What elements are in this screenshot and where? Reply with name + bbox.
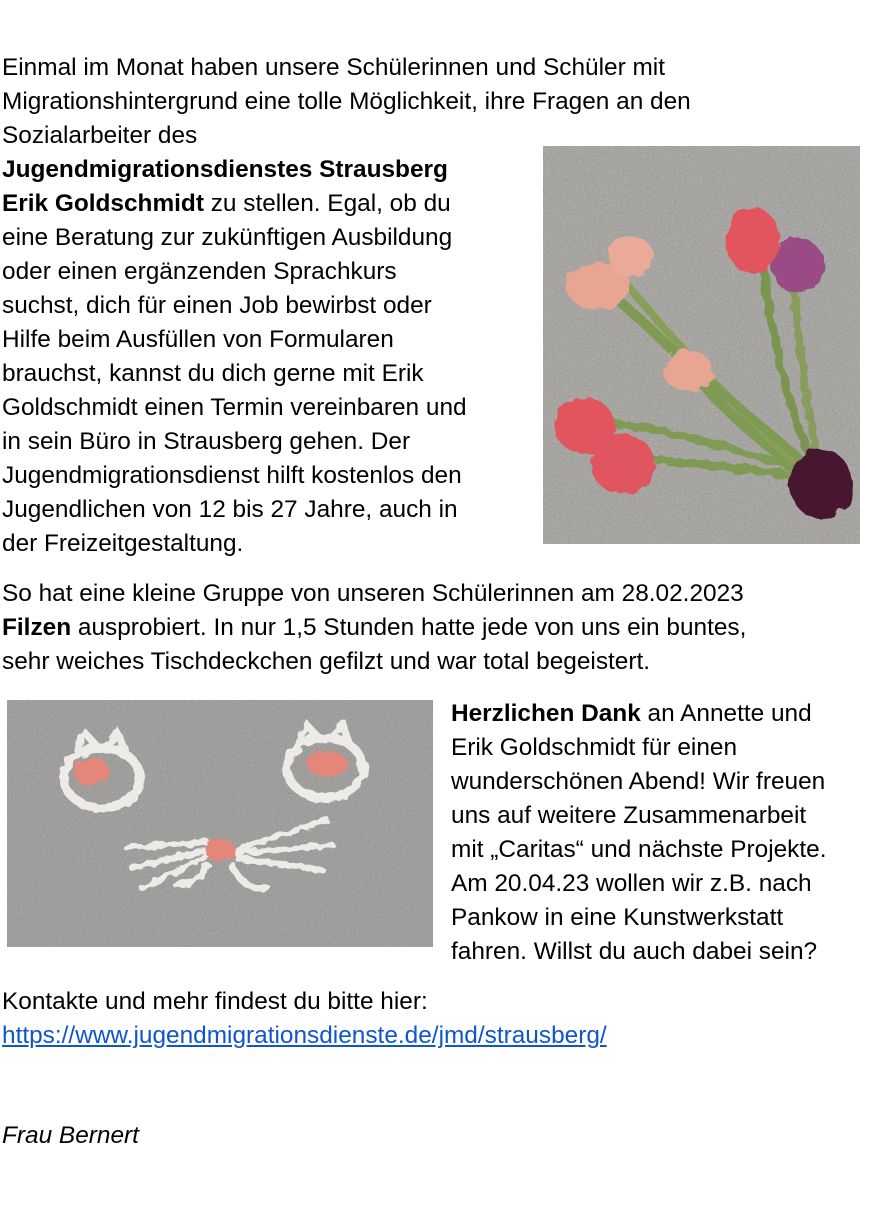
- paragraph-1-line-7: oder einen ergänzenden Sprachkurs: [2, 258, 397, 285]
- paragraph-1-line-12: in sein Büro in Strausberg gehen. Der: [2, 428, 411, 455]
- paragraph-2-line-3: sehr weiches Tischdeckchen gefilzt und war total begeistert.: [2, 648, 651, 675]
- contact-line: [2, 1019, 607, 1053]
- paragraph-3-line-4: uns auf weitere Zusammenarbeit: [451, 802, 807, 829]
- jmd-strausberg-link[interactable]: https://www.jugendmigrationsdienste.de/jmd/strausberg/: [2, 1022, 607, 1049]
- paragraph-2-line-2: [2, 611, 746, 645]
- felt-cat-face-photo: [7, 700, 433, 947]
- paragraph-3-line-8: fahren. Willst du auch dabei sein?: [451, 938, 818, 965]
- social-worker-name: Erik Goldschmidt: [2, 190, 204, 217]
- paragraph-1-line-3: Sozialarbeiter des: [2, 122, 198, 149]
- paragraph-1-line-2: Migrationshintergrund eine tolle Möglichkeit, ihre Fragen an den: [2, 88, 691, 115]
- organization-name: Jugendmigrationsdienstes Strausberg: [2, 156, 448, 183]
- paragraph-1-line-13: Jugendmigrationsdienst hilft kostenlos den: [2, 462, 462, 489]
- felt-flowers-photo: [543, 146, 860, 544]
- paragraph-3-line-5: mit „Caritas“ und nächste Projekte.: [451, 836, 827, 863]
- paragraph-1-line-14: Jugendlichen von 12 bis 27 Jahre, auch in: [2, 496, 458, 523]
- paragraph-1-line-10: brauchst, kannst du dich gerne mit Erik: [2, 360, 424, 387]
- paragraph-3-line-6: Am 20.04.23 wollen wir z.B. nach: [451, 870, 812, 897]
- paragraph-1-line-15: der Freizeitgestaltung.: [2, 530, 244, 557]
- signature: Frau Bernert: [2, 1122, 139, 1149]
- paragraph-1-line-6: eine Beratung zur zukünftigen Ausbildung: [2, 224, 453, 251]
- paragraph-1-line-1: Einmal im Monat haben unsere Schülerinnen und Schüler mit: [2, 54, 665, 81]
- paragraph-3-line-3: wunderschönen Abend! Wir freuen: [451, 768, 826, 795]
- activity-name: Filzen: [2, 614, 72, 641]
- paragraph-3-line-1: [451, 697, 812, 731]
- paragraph-3-line-7: Pankow in eine Kunstwerkstatt: [451, 904, 784, 931]
- thanks-heading: Herzlichen Dank: [451, 700, 641, 727]
- paragraph-1-line-8: suchst, dich für einen Job bewirbst oder: [2, 292, 432, 319]
- paragraph-2-line-2-text: ausprobiert. In nur 1,5 Stunden hatte jede von uns ein buntes,: [71, 614, 747, 641]
- contact-label: Kontakte und mehr findest du bitte hier:: [2, 988, 428, 1015]
- paragraph-1-line-5: [2, 187, 451, 221]
- paragraph-1-line-4: [2, 153, 448, 187]
- paragraph-2-line-1: So hat eine kleine Gruppe von unseren Schülerinnen am 28.02.2023: [2, 580, 744, 607]
- paragraph-3-line-2: Erik Goldschmidt für einen: [451, 734, 738, 761]
- paragraph-1-line-9: Hilfe beim Ausfüllen von Formularen: [2, 326, 394, 353]
- paragraph-1-line-11: Goldschmidt einen Termin vereinbaren und: [2, 394, 467, 421]
- paragraph-3-line-1-text: an Annette und: [640, 700, 812, 727]
- paragraph-1-line-5-text: zu stellen. Egal, ob du: [203, 190, 451, 217]
